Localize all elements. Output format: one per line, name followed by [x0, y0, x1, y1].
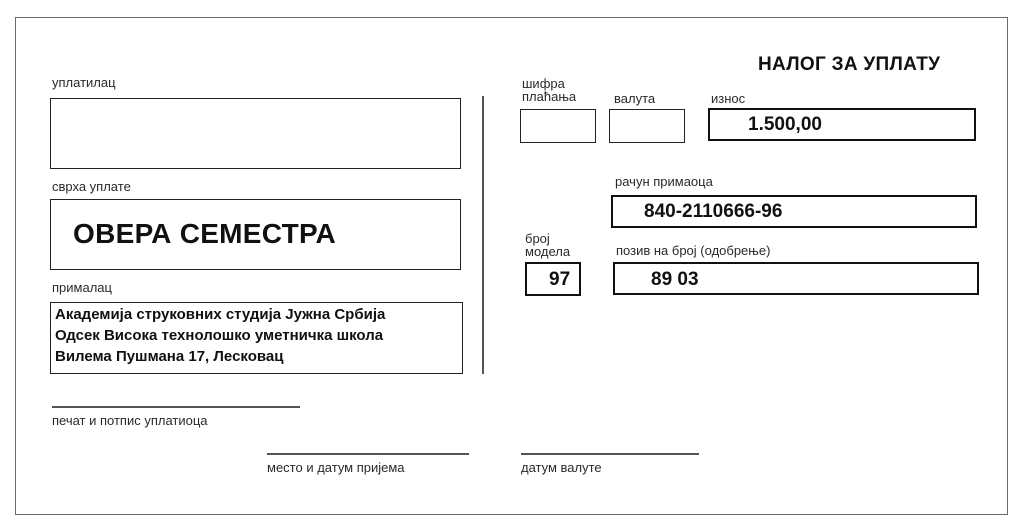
reference-number-label: позив на број (одобрење) [616, 243, 771, 258]
payer-stamp-line [52, 406, 300, 408]
model-number-field[interactable] [525, 262, 581, 296]
reference-number-value: 89 03 [651, 269, 699, 290]
recipient-line-2: Одсек Висока технолошко уметничка школа [55, 327, 384, 344]
purpose-value: ОВЕРА СЕМЕСТРА [73, 218, 337, 249]
payer-stamp-label: печат и потпис уплатиоца [52, 413, 208, 428]
column-divider [482, 96, 484, 374]
model-number-label: број модела [525, 231, 571, 259]
purpose-field[interactable] [50, 199, 461, 270]
payer-field[interactable] [50, 98, 461, 169]
reference-number-field[interactable] [613, 262, 979, 295]
payment-code-label: шифра плаћања [522, 76, 577, 104]
recipient-account-field[interactable] [611, 195, 977, 228]
amount-field[interactable] [708, 108, 976, 141]
form-title: НАЛОГ ЗА УПЛАТУ [758, 54, 941, 75]
recipient-line-1: Академија струковних студија Јужна Србија [55, 306, 386, 323]
recipient-value [55, 304, 385, 367]
value-date-label: датум валуте [521, 460, 602, 475]
value-date-line [521, 453, 699, 455]
payment-code-field[interactable] [520, 109, 596, 143]
amount-label: износ [711, 91, 746, 106]
recipient-label: прималац [52, 280, 112, 295]
payer-label: уплатилац [52, 75, 116, 90]
recipient-line-3: Вилема Пушмана 17, Лесковац [55, 348, 284, 365]
model-number-value: 97 [549, 269, 571, 290]
purpose-label: сврха уплате [52, 179, 131, 194]
recipient-account-value: 840-2110666-96 [644, 201, 783, 222]
recipient-field[interactable] [50, 302, 463, 374]
place-date-line [267, 453, 469, 455]
amount-value: 1.500,00 [748, 114, 822, 135]
currency-label: валута [614, 91, 656, 106]
place-date-label: место и датум пријема [267, 460, 405, 475]
recipient-account-label: рачун примаоца [615, 174, 713, 189]
currency-field[interactable] [609, 109, 685, 143]
